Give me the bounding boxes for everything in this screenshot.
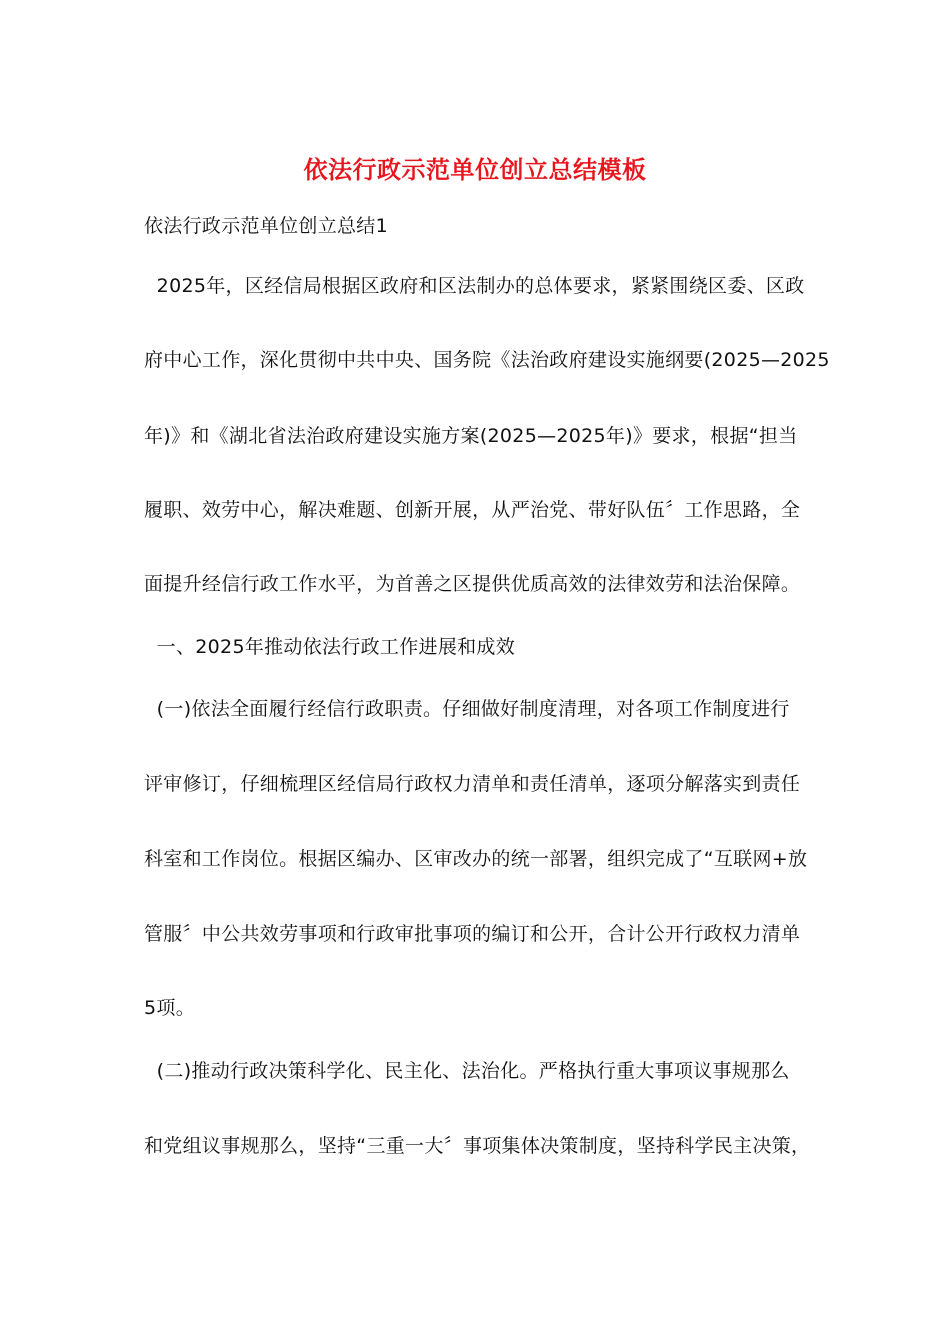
paragraph-line: 5项。	[144, 997, 195, 1019]
paragraph-line: 履职、效劳中心，解决难题、创新开展，从严治党、带好队伍〞工作思路，全	[144, 499, 801, 521]
paragraph-line: 管服〞中公共效劳事项和行政审批事项的编订和公开，合计公开行政权力清单	[144, 923, 801, 945]
paragraph-line: 面提升经信行政工作水平，为首善之区提供优质高效的法律效劳和法治保障。	[144, 573, 801, 595]
paragraph-line: 年)》和《湖北省法治政府建设实施方案(2025—2025年)》要求，根据“担当	[144, 425, 798, 447]
section-heading: 一、2025年推动依法行政工作进展和成效	[144, 636, 516, 658]
paragraph-line: (一)依法全面履行经信行政职责。仔细做好制度清理，对各项工作制度进行	[144, 698, 790, 720]
paragraph-line: 和党组议事规那么，坚持“三重一大〞事项集体决策制度，坚持科学民主决策，	[144, 1135, 811, 1157]
paragraph-line: 府中心工作，深化贯彻中共中央、国务院《法治政府建设实施纲要(2025—2025	[144, 349, 830, 371]
paragraph-line: (二)推动行政决策科学化、民主化、法治化。严格执行重大事项议事规那么	[144, 1060, 790, 1082]
paragraph-line: 科室和工作岗位。根据区编办、区审改办的统一部署，组织完成了“互联网+放	[144, 848, 808, 870]
paragraph-line: 2025年，区经信局根据区政府和区法制办的总体要求，紧紧围绕区委、区政	[144, 275, 805, 297]
document-subtitle: 依法行政示范单位创立总结1	[144, 215, 388, 237]
document-title: 依法行政示范单位创立总结模板	[303, 156, 647, 184]
paragraph-line: 评审修订，仔细梳理区经信局行政权力清单和责任清单，逐项分解落实到责任	[144, 773, 801, 795]
